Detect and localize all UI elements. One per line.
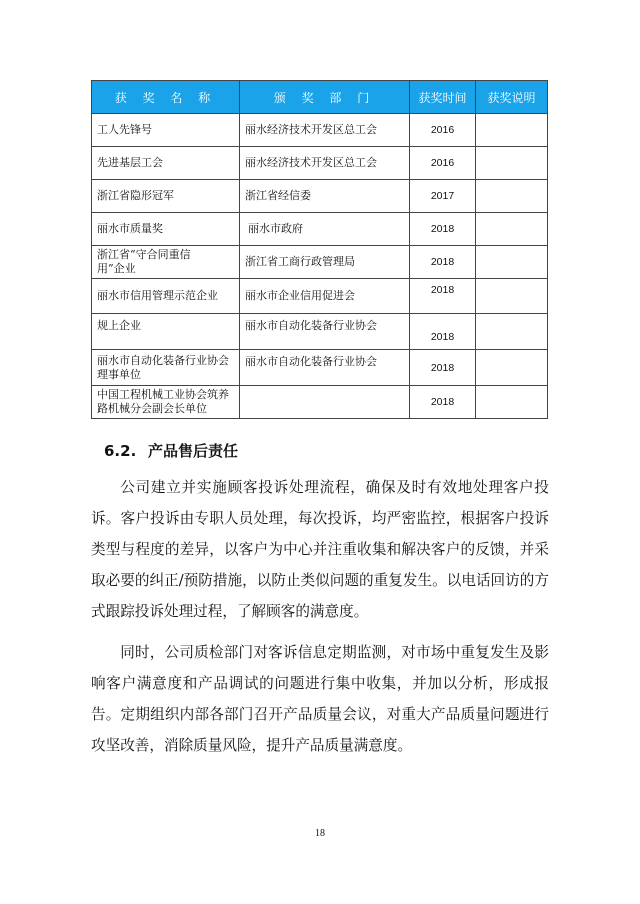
award-note-cell	[476, 180, 548, 213]
award-year-cell: 2016	[410, 114, 476, 147]
table-row	[92, 350, 548, 386]
award-dept-cell: 丽水经济技术开发区总工会	[240, 147, 410, 180]
table-row	[92, 279, 548, 314]
table-row	[92, 180, 548, 213]
award-name-cell: 中国工程机械工业协会筑养路机械分会副会长单位	[92, 386, 240, 419]
award-year-cell: 2018	[410, 279, 476, 314]
body-paragraph: 同时，公司质检部门对客诉信息定期监测，对市场中重复发生及影响客户满意度和产品调试的问题进行集中收集，并加以分析，形成报告。定期组织内部各部门召开产品质量会议，对重大产品质量问题进行攻坚改善，消除质量风险，提升产品质量满意度。	[91, 644, 549, 754]
table-row	[92, 114, 548, 147]
award-name-cell: 工人先锋号	[92, 114, 240, 147]
award-year-cell: 2018	[410, 386, 476, 419]
award-dept-cell	[240, 386, 410, 419]
award-name-cell: 先进基层工会	[92, 147, 240, 180]
section-heading	[104, 440, 238, 461]
award-name-cell: 浙江省隐形冠军	[92, 180, 240, 213]
award-note-cell	[476, 246, 548, 279]
award-note-cell	[476, 213, 548, 246]
award-year-cell: 2017	[410, 180, 476, 213]
award-dept-cell: 丽水市自动化装备行业协会	[240, 350, 410, 386]
header-award-name: 获 奖 名 称	[92, 81, 240, 114]
award-dept-cell: 浙江省工商行政管理局	[240, 246, 410, 279]
table-row	[92, 213, 548, 246]
award-year-cell: 2018	[410, 246, 476, 279]
table-header-row	[92, 81, 548, 114]
award-note-cell	[476, 386, 548, 419]
section-title: 产品售后责任	[148, 442, 239, 460]
header-award-note: 获奖说明	[476, 81, 548, 114]
table-row	[92, 147, 548, 180]
section-number: 6.2.	[104, 442, 137, 460]
header-award-dept: 颁 奖 部 门	[240, 81, 410, 114]
award-dept-cell: 丽水市企业信用促进会	[240, 279, 410, 314]
award-dept-cell: 浙江省经信委	[240, 180, 410, 213]
table-row	[92, 246, 548, 279]
table-row	[92, 314, 548, 350]
award-dept-cell: 丽水市自动化装备行业协会	[240, 314, 410, 350]
award-dept-cell: 丽水经济技术开发区总工会	[240, 114, 410, 147]
award-note-cell	[476, 314, 548, 350]
award-note-cell	[476, 114, 548, 147]
award-year-cell: 2016	[410, 147, 476, 180]
awards-table	[91, 80, 548, 419]
award-name-cell: 浙江省“守合同重信用”企业	[92, 246, 240, 279]
award-year-cell: 2018	[410, 350, 476, 386]
table-row	[92, 386, 548, 419]
award-dept-cell: 丽水市政府	[240, 213, 410, 246]
award-name-cell: 丽水市自动化装备行业协会理事单位	[92, 350, 240, 386]
award-year-cell: 2018	[410, 213, 476, 246]
body-paragraph: 公司建立并实施顾客投诉处理流程，确保及时有效地处理客户投诉。客户投诉由专职人员处理，每次投诉，均严密监控，根据客户投诉类型与程度的差异，以客户为中心并注重收集和解决客户的反馈，并采取必要的纠正/预防措施，以防止类似问题的重复发生。以电话回访的方式跟踪投诉处理过程，了解顾客的满意度。	[91, 479, 549, 620]
award-note-cell	[476, 279, 548, 314]
award-name-cell: 丽水市信用管理示范企业	[92, 279, 240, 314]
award-note-cell	[476, 147, 548, 180]
header-award-year: 获奖时间	[410, 81, 476, 114]
award-name-cell: 丽水市质量奖	[92, 213, 240, 246]
page-number: 18	[315, 828, 325, 839]
award-year-cell: 2018	[410, 314, 476, 350]
award-name-cell: 规上企业	[92, 314, 240, 350]
award-note-cell	[476, 350, 548, 386]
